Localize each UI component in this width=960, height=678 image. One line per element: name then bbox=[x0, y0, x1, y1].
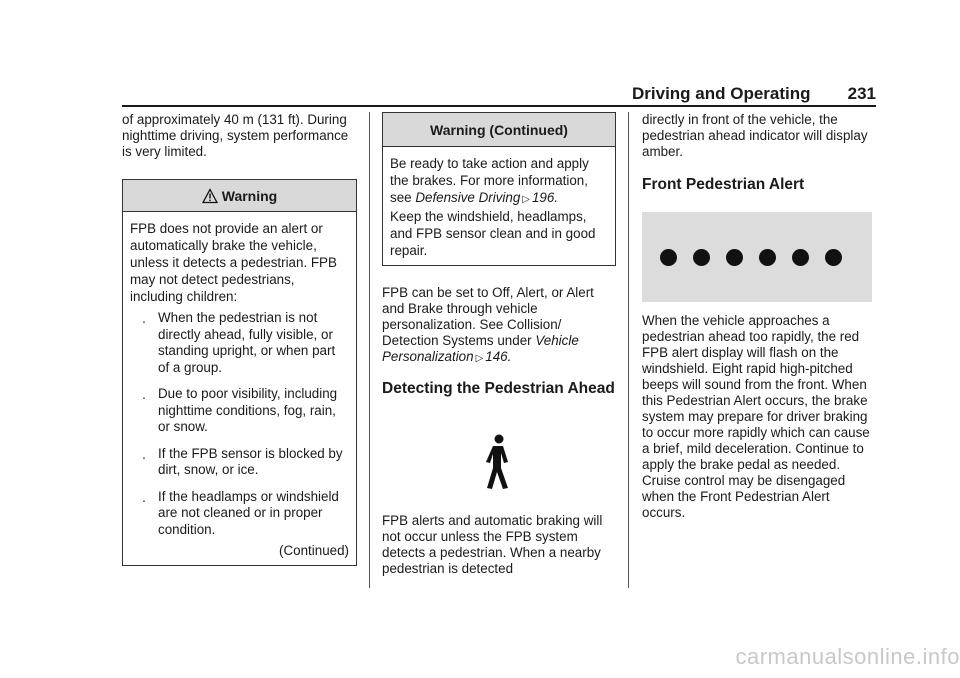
list-item: . If the headlamps or windshield are not cleaned or in proper condition. bbox=[142, 488, 339, 537]
header-rule bbox=[122, 105, 876, 107]
page-header bbox=[632, 84, 876, 104]
alert-dot bbox=[792, 249, 809, 266]
warning-title: Warning bbox=[221, 187, 278, 204]
column-divider bbox=[628, 112, 629, 588]
alert-dot bbox=[660, 249, 677, 266]
page-ref[interactable]: 146. bbox=[485, 349, 512, 364]
alert-dot bbox=[759, 249, 776, 266]
alert-dot bbox=[726, 249, 743, 266]
warning-continued-box bbox=[382, 112, 616, 266]
pedestrian-icon-area bbox=[382, 398, 616, 513]
page-ref[interactable]: 196. bbox=[531, 190, 559, 205]
section-heading: Front Pedestrian Alert bbox=[642, 176, 805, 193]
page-number: 231 bbox=[847, 84, 876, 103]
intro-paragraph: directly in front of the vehicle, the pedestrian ahead indicator will display amber. bbox=[642, 112, 868, 159]
continued-label: (Continued) bbox=[279, 543, 349, 558]
alert-paragraph: When the vehicle approaches a pedestrian ahead too rapidly, the red FPB alert display will flash on the windshield. Eight rapid high-pitched beeps will sound from the front. When this Pedestrian Alert occurs, the brake system may prepare for driver braking to occur more rapidly which can cause a brief, mild deceleration. Continue to apply the brake pedal as needed. Cruise control may be disengaged when the Front Pedestrian Alert occurs. bbox=[642, 313, 870, 520]
section-title: Driving and Operating bbox=[632, 84, 811, 103]
alert-dots bbox=[660, 249, 842, 266]
warning-continued-text: Keep the windshield, headlamps, and FPB sensor clean and in good repair. bbox=[390, 209, 596, 258]
list-item: . When the pedestrian is not directly ahead, fully visible, or standing upright, or when part of a group. bbox=[142, 310, 336, 375]
pedestrian-icon bbox=[480, 434, 516, 492]
warning-triangle-icon bbox=[202, 188, 218, 204]
vehicle-personalization-link[interactable]: Vehicle Personalization bbox=[382, 333, 579, 364]
watermark: carmanualsonline.info bbox=[735, 644, 960, 669]
section-heading: Detecting the Pedestrian Ahead bbox=[382, 380, 615, 397]
alert-dot bbox=[693, 249, 710, 266]
column-2 bbox=[382, 112, 616, 577]
list-item: . Due to poor visibility, including nighttime conditions, fog, rain, or snow. bbox=[142, 386, 338, 434]
alert-display-illustration bbox=[642, 212, 872, 302]
column-3 bbox=[642, 112, 876, 521]
warning-text: FPB does not provide an alert or automatically brake the vehicle, unless it detects a pedestrian. FPB may not detect pedestrians, including children: bbox=[130, 221, 337, 304]
list-item: . If the FPB sensor is blocked by dirt, snow, or ice. bbox=[142, 445, 343, 477]
warning-body bbox=[123, 212, 356, 565]
warning-continued-body: Be ready to take action and apply the brakes. For more information, see Defensive Driving ▷ 196. Keep the windshield, headlamps, and FPB sensor clean and in good repair. bbox=[383, 147, 615, 265]
settings-paragraph: FPB can be set to Off, Alert, or Alert and Brake through vehicle personalization. See Collision/ Detection Systems under Vehicle Personalization ▷ 146. bbox=[382, 285, 594, 364]
warning-box bbox=[122, 179, 357, 566]
page-ref-icon: ▷ bbox=[522, 194, 530, 205]
column-divider bbox=[369, 112, 370, 588]
alert-dot bbox=[825, 249, 842, 266]
intro-paragraph: of approximately 40 m (131 ft). During nighttime driving, system performance is very limited. bbox=[122, 112, 349, 159]
page-ref-icon: ▷ bbox=[475, 353, 484, 364]
defensive-driving-link[interactable]: Defensive Driving bbox=[415, 190, 521, 205]
detect-paragraph: FPB alerts and automatic braking will not occur unless the FPB system detects a pedestrian. When a nearby pedestrian is detected bbox=[382, 513, 603, 576]
warning-continued-header: Warning (Continued) bbox=[383, 113, 615, 147]
column-1 bbox=[122, 112, 357, 566]
warning-header bbox=[123, 180, 356, 212]
